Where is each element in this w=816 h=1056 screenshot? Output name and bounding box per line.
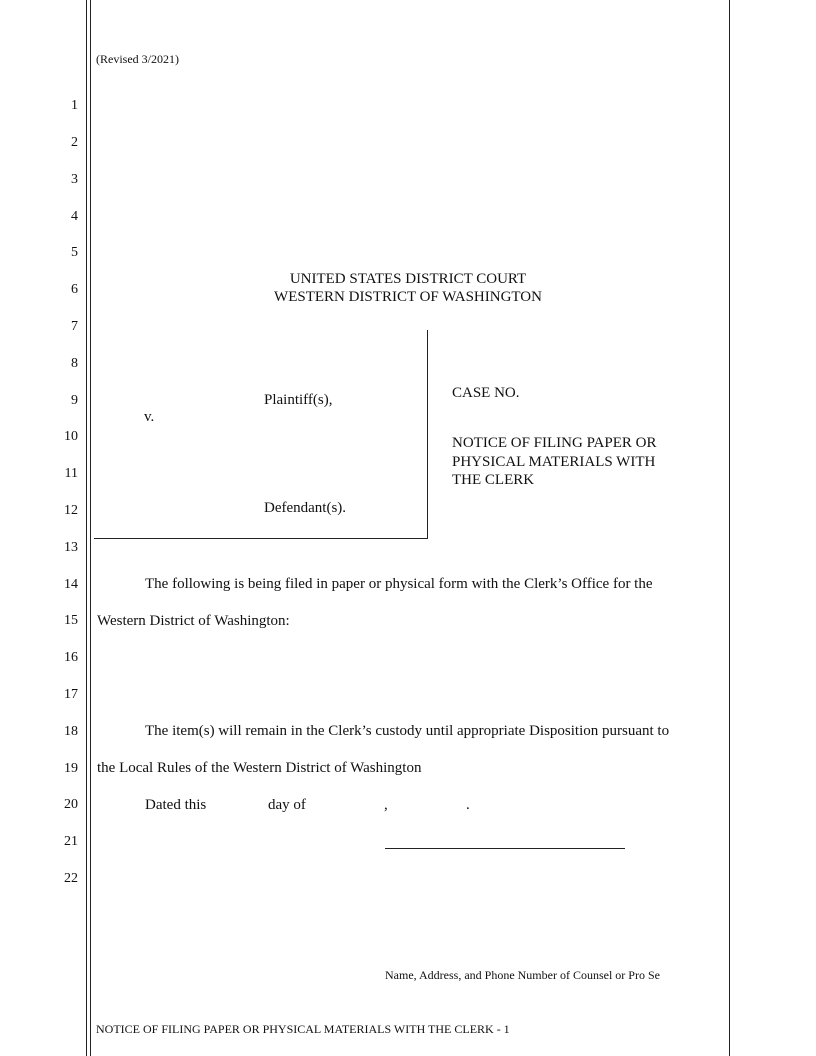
line-number: 3: [71, 172, 78, 187]
page-footer: NOTICE OF FILING PAPER OR PHYSICAL MATERIALS WITH THE CLERK - 1: [96, 1022, 510, 1036]
line-number: 8: [71, 356, 78, 371]
line-number: 19: [64, 761, 78, 776]
defendant-label: Defendant(s).: [264, 500, 347, 516]
line-number: 10: [64, 429, 78, 444]
line-number: 1: [71, 98, 78, 113]
line-number: 2: [71, 135, 78, 150]
court-name: UNITED STATES DISTRICT COURT: [289, 271, 527, 287]
day-of-label: day of: [268, 797, 306, 813]
revision-note: (Revised 3/2021): [96, 52, 179, 66]
document-title-line: NOTICE OF FILING PAPER OR: [452, 435, 657, 451]
line-number: 15: [64, 613, 78, 628]
court-district: WESTERN DISTRICT OF WASHINGTON: [274, 289, 542, 305]
line-number: 5: [71, 245, 78, 260]
case-number-label: CASE NO.: [452, 385, 520, 401]
versus-label: v.: [144, 409, 155, 425]
line-number: 21: [64, 834, 78, 849]
paragraph-1-line-2: Western District of Washington:: [97, 613, 290, 629]
line-number: 16: [64, 650, 78, 665]
paragraph-2-line-2: the Local Rules of the Western District of Washington: [97, 760, 422, 776]
signature-line: [385, 848, 625, 849]
signature-caption: Name, Address, and Phone Number of Counsel or Pro Se: [385, 968, 660, 982]
dated-this-label: Dated this: [145, 797, 207, 813]
line-number: 22: [64, 871, 78, 886]
plaintiff-label: Plaintiff(s),: [264, 392, 333, 408]
line-number: 20: [64, 797, 78, 812]
date-comma: ,: [384, 797, 388, 813]
line-number: 17: [64, 687, 78, 702]
line-number: 7: [71, 319, 78, 334]
line-number: 9: [71, 393, 78, 408]
line-number: 6: [71, 282, 78, 297]
document-title-line: THE CLERK: [452, 472, 535, 488]
paragraph-2-line-1: The item(s) will remain in the Clerk’s custody until appropriate Disposition pursuant to: [145, 723, 670, 739]
left-margin-rule-inner: [90, 0, 91, 1056]
line-number: 18: [64, 724, 78, 739]
caption-vertical-rule: [427, 330, 428, 539]
line-number: 14: [64, 577, 78, 592]
paragraph-1-line-1: The following is being filed in paper or physical form with the Clerk’s Office for the: [145, 576, 653, 592]
line-number: 12: [64, 503, 78, 518]
document-title-line: PHYSICAL MATERIALS WITH: [452, 454, 656, 470]
line-number: 4: [71, 209, 78, 224]
line-number: 11: [64, 466, 78, 481]
date-period: .: [466, 797, 470, 813]
right-margin-rule: [729, 0, 730, 1056]
caption-bottom-rule: [94, 538, 428, 539]
left-margin-rule-outer: [86, 0, 87, 1056]
line-number: 13: [64, 540, 78, 555]
